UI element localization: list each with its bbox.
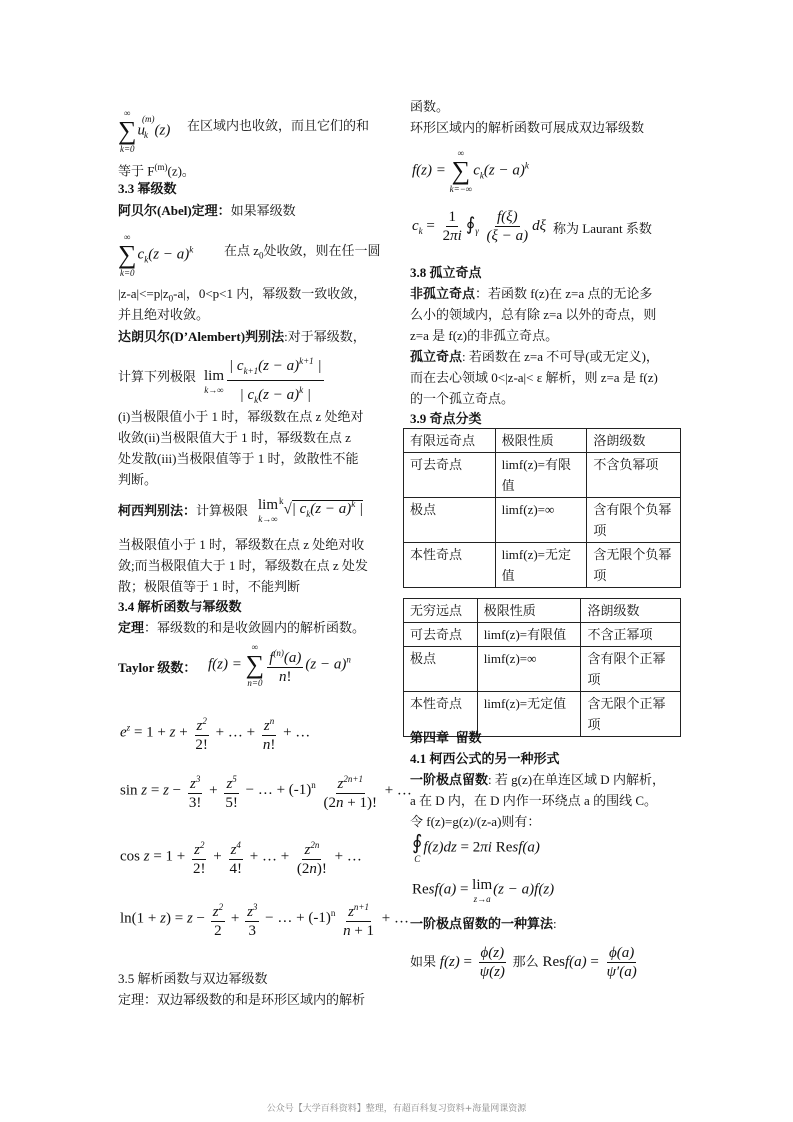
table-header-row (404, 429, 681, 453)
table-header: 无穷远点 (404, 599, 478, 623)
abel-text: 如果幂级数 (230, 203, 296, 218)
sup-m: (m) (154, 162, 168, 172)
isolated-label: 孤立奇点 (410, 349, 463, 364)
cauchy-label: 柯西判别法： (118, 503, 197, 518)
formula-sum-uk-m: ∞ ∑ k=0 $u_k^{(m)}(z)$ (118, 108, 171, 154)
sub-zero: 0 (259, 250, 264, 261)
formula-ln: ln(1 + z) = z − $\frac{z^2}{2}$ + $\frac{z^3}{3}$ − … + $(-1)^n$ $\frac{z^{n+1}}{n + 1}$ + … (120, 898, 409, 940)
formula-ratio-limit: lim k→∞ $\frac{| c_{k+1}(z - a)^{k+1} |}{| c_k(z - a)^k |}$ (204, 352, 326, 409)
text-equals: 等于 F (118, 163, 155, 179)
theorem-3-4 (118, 617, 365, 639)
formula-cos: cos z = 1 + $\frac{z^2}{2!}$ + $\frac{z^4}{4!}$ + … + $\frac{z^{2n}}{(2n)!}$ + … (120, 836, 362, 878)
table-cell: 含无限个负幂项 (587, 543, 681, 588)
isolated-text: : 若函数在 z=a 不可导(或无定义)， (462, 349, 659, 364)
cauchy-result-1: 当极限值小于 1 时，幂级数在点 z 处绝对收 (118, 537, 365, 552)
taylor-label: Taylor 级数： (118, 660, 197, 675)
section-heading-3-9: 3.9 奇点分类 (410, 411, 482, 426)
table-cell: 不含正幂项 (581, 623, 681, 647)
section-heading-3-4: 3.4 解析函数与幂级数 (118, 599, 242, 614)
theorem-3-5: 定理：双边幂级数的和是环形区域内的解析 (118, 992, 366, 1007)
table-cell: 含有限个负幂项 (587, 498, 681, 543)
dalembert-result-2: 收敛(ii)当极限值大于 1 时，幂级数在点 z (118, 430, 351, 445)
table-cell: limf(z)=∞ (495, 498, 587, 543)
table-cell: 可去奇点 (404, 453, 496, 498)
table-cell: limf(z)=无定值 (477, 692, 581, 737)
table-header: 有限远奇点 (404, 429, 496, 453)
table-header: 极限性质 (495, 429, 587, 453)
table-cell: limf(z)=∞ (477, 647, 581, 692)
text-post: -a|，0<p<1 内，幂级数一致收敛， (173, 286, 367, 301)
abel-line3: 并且绝对收敛。 (118, 307, 210, 322)
table-cell: 含无限个正幂项 (581, 692, 681, 737)
abel-condition (224, 240, 381, 267)
table-row (404, 453, 681, 498)
text-then: 那么 (512, 953, 539, 969)
table-cell: 含有限个正幂项 (581, 647, 681, 692)
table-cell: 不含负幂项 (587, 453, 681, 498)
method-line (410, 913, 557, 935)
table-cell: limf(z)=无定值 (495, 543, 587, 588)
infinite-singularity-table (403, 598, 681, 737)
section-heading-3-8: 3.8 孤立奇点 (410, 265, 482, 280)
text-pre: |z-a|<=p|z (118, 286, 169, 301)
theorem-text: ：幂级数的和是收敛圆内的解析函数。 (144, 620, 366, 635)
chapter-heading-4: 第四章 留数 (410, 730, 482, 745)
formula-residue-limit: Resf(a) = lim z→a (z − a)f(z) (412, 877, 555, 904)
nonisolated-label: 非孤立奇点 (410, 286, 476, 301)
method-colon: : (553, 916, 557, 931)
isolated-line-1 (410, 346, 659, 368)
formula-power-series: ∞ ∑ k=0 $c_k(z - a)^k$ (118, 232, 194, 278)
formula-exp: $e^z = 1 + z$ + $\frac{z^2}{2!}$ + … + $\frac{z^n}{n!}$ + … (120, 712, 310, 754)
footer-watermark: 公众号【大学百科资料】整理，有超百科复习资料+海量网课资源 (266, 1104, 527, 1114)
sub-zero: 0 (168, 293, 174, 304)
table-row (404, 647, 681, 692)
abel-label: 阿贝尔(Abel)定理： (118, 203, 231, 218)
simple-pole-line-2: a 在 D 内，在 D 内作一环绕点 a 的围线 C。 (410, 793, 657, 808)
isolated-line-2: 而在去心领域 0<|z-a|< ε 解析，则 z=a 是 f(z) (410, 370, 658, 385)
table-cell: 可去奇点 (404, 623, 478, 647)
formula-laurent-coeff: $c_k$ = $\frac{1}{2\pi i}$ $∮_\gamma$ $\frac{f(\xi)}{(\xi - a)}$ dξ (412, 209, 547, 244)
table-cell: 极点 (404, 647, 478, 692)
cauchy-line (118, 500, 248, 522)
table-cell: limf(z)=有限值 (477, 623, 581, 647)
cauchy-result-2: 敛;而当极限值大于 1 时，幂级数在点 z 处发 (118, 558, 368, 573)
table-cell: 极点 (404, 498, 496, 543)
finite-singularity-table (403, 428, 681, 588)
table-cell: 本性奇点 (404, 543, 496, 588)
table-row (404, 623, 681, 647)
section-heading-3-3: 3.3 幂级数 (118, 181, 177, 196)
text-converges: 处收敛，则在任一圆 (263, 243, 381, 258)
section-heading-4-1: 4.1 柯西公式的另一种形式 (410, 751, 560, 766)
table-header: 洛朗级数 (581, 599, 681, 623)
continuation-function: 函数。 (410, 99, 450, 114)
nonisolated-line-2: 么小的领域内，总有除 z=a 以外的奇点，则 (410, 307, 657, 322)
formula-laurent-series: f(z) = ∞ ∑ k=−∞ $c_k(z - a)^k$ (412, 148, 529, 194)
dalembert-result-1: (i)当极限值小于 1 时，幂级数在点 z 处绝对 (118, 409, 364, 424)
isolated-line-3: 的一个孤立奇点。 (410, 391, 515, 406)
formula-contour-integral: ∮ C f(z)dz = 2πi Resf(a) (412, 832, 540, 864)
formula-residue-quotient: 如果 f(z) = $\frac{\phi(z)}{\psi(z)}$ 那么 Resf(a) = $\frac{\phi(a)}{\psi'(a)}$ (410, 945, 637, 980)
dalembert-calc: 计算下列极限 (118, 369, 197, 384)
text-z: (z)。 (167, 163, 195, 179)
table-row (404, 543, 681, 588)
table-row (404, 498, 681, 543)
dalembert-result-3: 处发散(iii)当极限值等于 1 时，敛散性不能 (118, 451, 359, 466)
table-header-row (404, 599, 681, 623)
table-header: 极限性质 (477, 599, 581, 623)
theorem-label: 定理 (118, 620, 145, 635)
formula-root-limit: lim k→∞ $^k$√| $c_k(z - a)^k$ | (258, 496, 364, 524)
text-if: 如果 (410, 953, 437, 969)
formula-taylor: f(z) = ∞ ∑ n=0 $\frac{f^{(n)}(a)}{n!}$ $(z - a)^n$ (208, 642, 351, 688)
formula-sin: sin z = z − $\frac{z^3}{3!}$ + $\frac{z^5}{5!}$ − … + $(-1)^n$ $\frac{z^{2n+1}}{(2n + 1)!}$ + … (120, 770, 412, 812)
simple-pole-line-3: 令 f(z)=g(z)/(z-a)则有： (410, 814, 541, 829)
table-cell: 本性奇点 (404, 692, 478, 737)
dalembert-result-4: 判断。 (118, 472, 158, 487)
laurent-intro: 环形区域内的解析函数可展成双边幂级数 (410, 120, 645, 135)
method-label: 一阶极点留数的一种算法 (410, 916, 554, 931)
dalembert-line (118, 326, 366, 348)
dalembert-text: :对于幂级数， (284, 329, 366, 344)
dalembert-label: 达朗贝尔(D’Alembert)判别法 (118, 329, 285, 344)
abel-theorem-line (118, 200, 296, 222)
table-cell: limf(z)=有限值 (495, 453, 587, 498)
para-sum-converges: 在区域内也收敛，而且它们的和 (187, 118, 370, 133)
cauchy-result-3: 散；极限值等于 1 时，不能判断 (118, 579, 301, 594)
simple-pole-label: 一阶极点留数 (410, 772, 489, 787)
nonisolated-line-1 (410, 283, 652, 305)
table-header: 洛朗级数 (587, 429, 681, 453)
simple-pole-text: : 若 g(z)在单连区域 D 内解析， (488, 772, 665, 787)
cauchy-calc: 计算极限 (196, 503, 249, 518)
simple-pole-line-1 (410, 769, 665, 791)
text-at-point: 在点 z (224, 243, 260, 258)
section-heading-3-5: 3.5 解析函数与双边幂级数 (118, 971, 268, 986)
nonisolated-text: ：若函数 f(z)在 z=a 点的无论多 (475, 286, 653, 301)
laurent-coeff-text: 称为 Laurant 系数 (553, 221, 652, 236)
nonisolated-line-3: z=a 是 f(z)的非孤立奇点。 (410, 328, 559, 343)
